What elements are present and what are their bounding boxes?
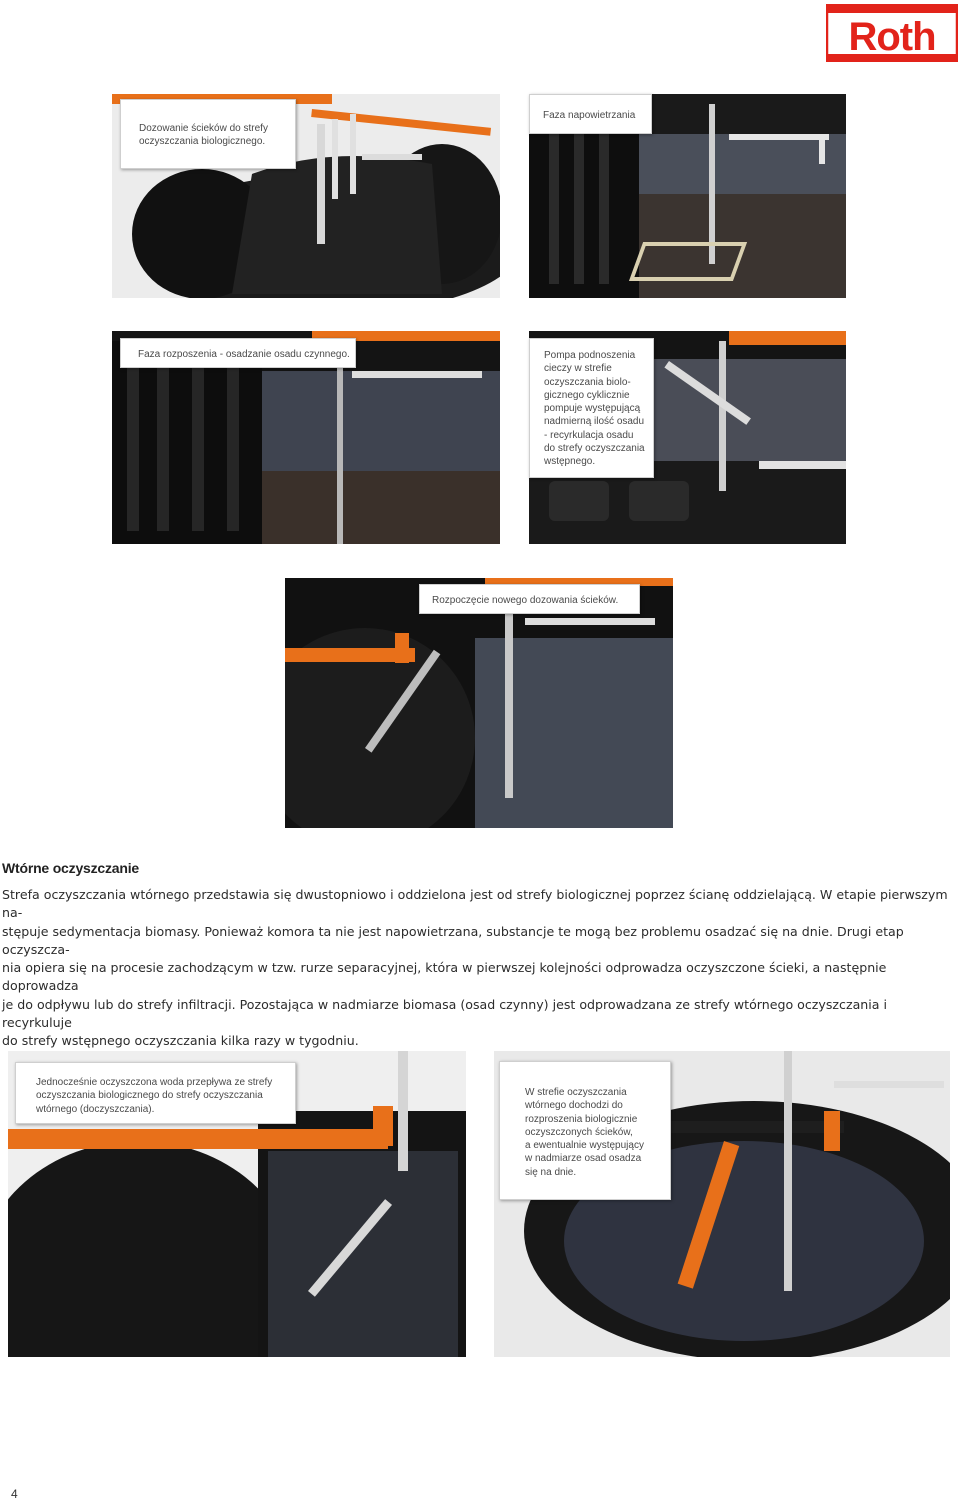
section-body: Strefa oczyszczania wtórnego przedstawia się dwustopniowo i oddzielona jest od strefy biologicznej poprzez ścianę oddzielającą. W etapie pierwszym na- stępuje sedymentacja biomasy. Ponieważ komora ta nie jest napowietrzana, substancje te mogą bez problemu osadzać się na dnie. Drugi etap oczyszcza- nia opiera się na procesie zachodzącym w tzw. rurze separacyjnej, która w pierwszej kolejności odprowadza oczyszczone ścieki, a następnie doprowadza je do odpływu lub do strefy infiltracji. Pozostająca w nadmiarze biomasa (osad czynny) jest odprowadzana ze strefy wtórnego oczyszczania i recyrkuluje do strefy wstępnego oczyszczania kilka razy w tygodniu.	[2, 887, 948, 1049]
callout-recirculation	[529, 338, 654, 478]
callout-dispersion-text: W strefie oczyszczania wtórnego dochodzi do rozproszenia biologicznie oczyszczonych ścieków, a ewentualnie występujący w nadmiarze osad osadza się na dnie.	[525, 1087, 644, 1178]
tank-photo-new-dosing	[285, 578, 673, 828]
page-number: 4	[11, 1487, 18, 1501]
callout-recirculation-text: Pompa podnoszenia cieczy w strefie oczyszczania biolo- gicznego cyklicznie pompuje występującą nadmierną ilość osadu - recyrkulacja osadu do strefy oczyszczania wstępnego.	[544, 350, 645, 468]
callout-dosing-text: Dozowanie ścieków do strefy oczyszczania biologicznego.	[139, 123, 268, 148]
callout-settling	[120, 338, 356, 368]
section-heading: Wtórne oczyszczanie	[2, 860, 140, 876]
callout-new-dosing	[419, 584, 640, 614]
callout-aeration-text: Faza napowietrzania	[543, 110, 636, 121]
callout-new-dosing-text: Rozpoczęcie nowego dozowania ścieków.	[432, 595, 619, 606]
callout-aeration	[529, 94, 652, 134]
callout-secondary-flow-text: Jednocześnie oczyszczona woda przepływa ze strefy oczyszczania biologicznego do strefy oczyszczania wtórnego (doczyszczania).	[36, 1077, 273, 1115]
svg-text:Roth: Roth	[848, 15, 936, 59]
callout-dosing	[120, 99, 296, 169]
callout-secondary-flow	[15, 1062, 296, 1124]
callout-settling-text: Faza rozposzenia - osadzanie osadu czynnego.	[138, 349, 350, 360]
callout-dispersion	[499, 1061, 671, 1200]
roth-logo	[826, 4, 958, 62]
